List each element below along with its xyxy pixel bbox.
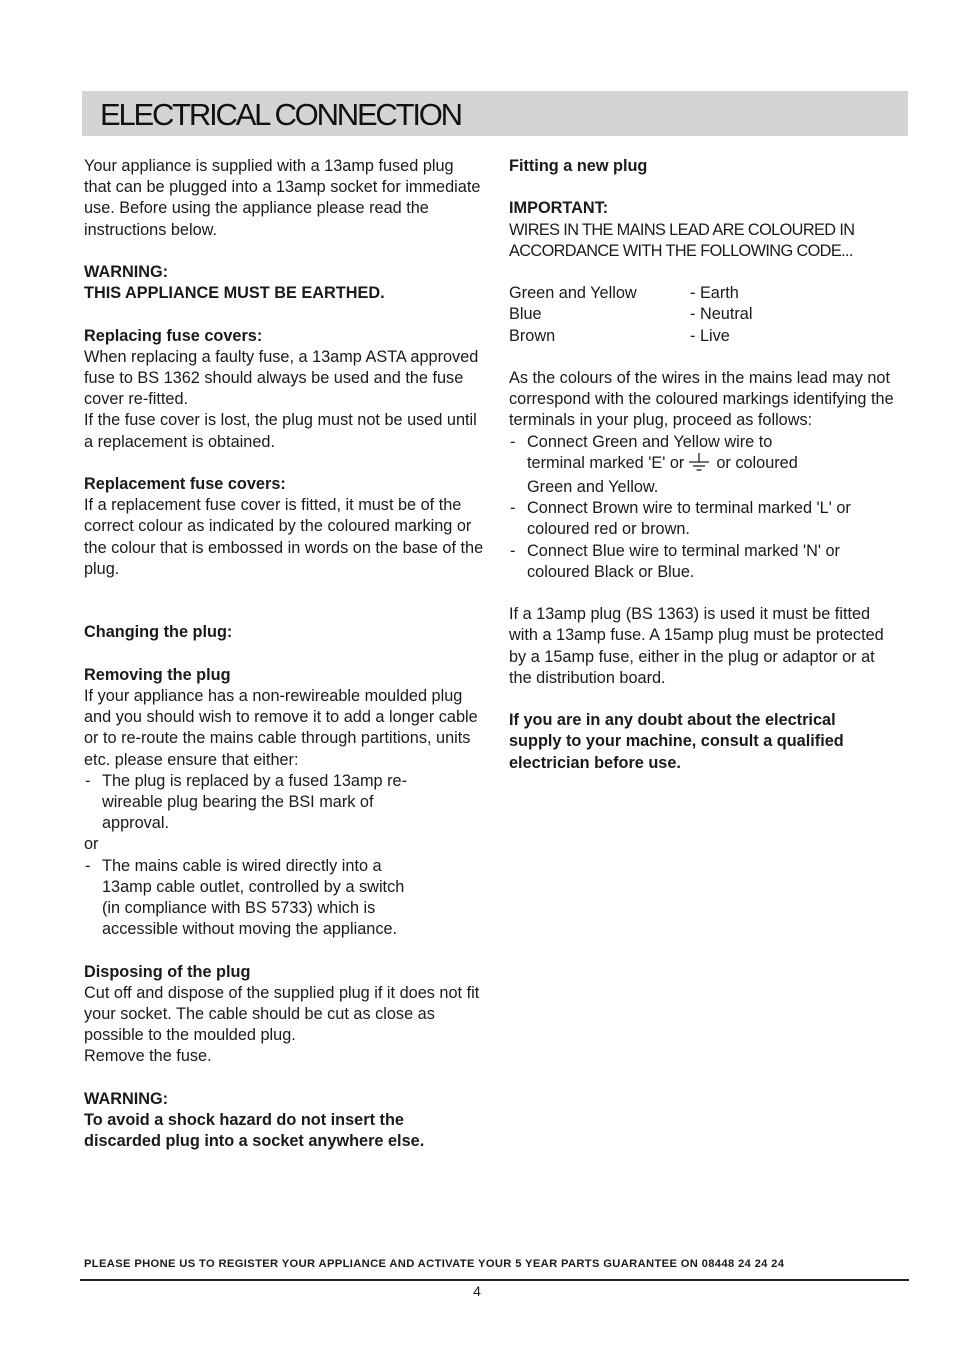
right-column bbox=[509, 156, 894, 774]
important-text: WIRES IN THE MAINS LEAD ARE COLOURED IN ACCORDANCE WITH THE FOLLOWING CODE... bbox=[509, 220, 855, 260]
changing-plug-heading: Changing the plug: bbox=[84, 623, 233, 642]
wire-colour: Blue bbox=[509, 305, 542, 324]
remove-fuse-text: Remove the fuse. bbox=[84, 1047, 212, 1066]
removing-bullet-2: The mains cable is wired directly into a 13amp cable outlet, controlled by a switch (in compliance with BS 5733) which is accessible without moving the appliance. bbox=[102, 856, 405, 939]
fitting-plug-heading: Fitting a new plug bbox=[509, 157, 648, 175]
removing-bullet-1: The plug is replaced by a fused 13amp re-wireable plug bearing the BSI mark of approval. bbox=[102, 771, 407, 833]
footer-divider bbox=[80, 1279, 909, 1281]
title-bar bbox=[82, 91, 908, 136]
intro-text: Your appliance is supplied with a 13amp fused plug that can be plugged into a 13amp socket for immediate use. Before using the appliance please read the instructions below. bbox=[84, 157, 481, 239]
replacing-fuse-covers-heading: Replacing fuse covers: bbox=[84, 326, 263, 345]
list-item: - Connect Green and Yellow wire to terminal marked 'E' or or coloured Green and Yellow. bbox=[510, 432, 798, 496]
replacing-fuse-covers-text: When replacing a faulty fuse, a 13amp ASTA approved fuse to BS 1362 should always be used and the fuse cover re-fitted. bbox=[84, 347, 479, 409]
removing-plug-text: If your appliance has a non-rewireable moulded plug and you should wish to remove it to add a longer cable or to re-route the mains cable through partitions, units etc. please ensure that either: bbox=[84, 687, 478, 769]
fuse-cover-lost-text: If the fuse cover is lost, the plug must not be used until a replacement is obtained. bbox=[84, 411, 477, 451]
earth-icon bbox=[688, 453, 710, 477]
disposing-plug-text: Cut off and dispose of the supplied plug if it does not fit your socket. The cable should be cut as close as possible to the moulded plug. bbox=[84, 983, 480, 1045]
warning-text: THIS APPLIANCE MUST BE EARTHED. bbox=[84, 284, 385, 303]
warning-heading: WARNING: bbox=[84, 263, 169, 281]
doubt-text: If you are in any doubt about the electrical supply to your machine, consult a qualified electrician before use. bbox=[509, 711, 844, 772]
list-item: - Connect Blue wire to terminal marked 'N' or coloured Black or Blue. bbox=[510, 541, 840, 581]
important-heading: IMPORTANT: bbox=[509, 199, 609, 218]
warning-text-2: To avoid a shock hazard do not insert the discarded plug into a socket anywhere else. bbox=[84, 1111, 425, 1151]
wire-meaning: - Live bbox=[690, 326, 730, 345]
bullet-green-yellow-post: or coloured Green and Yellow. bbox=[527, 453, 798, 496]
list-item: - Connect Brown wire to terminal marked 'L' or coloured red or brown. bbox=[510, 499, 851, 539]
list-item: - The mains cable is wired directly into a 13amp cable outlet, controlled by a switch (in compliance with BS 5733) which is accessible without moving the appliance. bbox=[85, 856, 405, 939]
page-title: ELECTRICAL CONNECTION bbox=[100, 97, 461, 132]
warning-heading-2: WARNING: bbox=[84, 1089, 169, 1108]
plug-fuse-text: If a 13amp plug (BS 1363) is used it must be fitted with a 13amp fuse. A 15amp plug must be protected by a 15amp fuse, either in the plug or adaptor or at the distribution board. bbox=[509, 605, 884, 687]
wire-meaning: - Earth bbox=[690, 284, 739, 303]
replacement-fuse-covers-text: If a replacement fuse cover is fitted, it must be of the correct colour as indicated by the coloured marking or the colour that is embossed in words on the base of the plug. bbox=[84, 496, 484, 578]
wire-meaning: - Neutral bbox=[690, 305, 753, 324]
page-number: 4 bbox=[473, 1283, 481, 1299]
disposing-plug-heading: Disposing of the plug bbox=[84, 962, 251, 981]
wire-colour: Green and Yellow bbox=[509, 284, 637, 303]
footer-guarantee-text: PLEASE PHONE US TO REGISTER YOUR APPLIANCE AND ACTIVATE YOUR 5 YEAR PARTS GUARANTEE ON 08448 24 24 24 bbox=[84, 1258, 785, 1270]
left-column bbox=[84, 156, 484, 1152]
removing-plug-heading: Removing the plug bbox=[84, 665, 231, 684]
or-text: or bbox=[84, 835, 99, 854]
bullet-blue: Connect Blue wire to terminal marked 'N' or coloured Black or Blue. bbox=[527, 541, 840, 581]
bullet-brown: Connect Brown wire to terminal marked 'L' or coloured red or brown. bbox=[527, 499, 851, 539]
list-item: - The plug is replaced by a fused 13amp re-wireable plug bearing the BSI mark of approval. bbox=[85, 771, 407, 833]
wire-colour-table bbox=[509, 283, 894, 347]
wire-colour: Brown bbox=[509, 326, 556, 345]
replacement-fuse-covers-heading: Replacement fuse covers: bbox=[84, 475, 286, 493]
bullet-green-yellow-pre: Connect Green and Yellow wire to terminal marked 'E' or bbox=[527, 432, 773, 472]
colours-text: As the colours of the wires in the mains lead may not correspond with the coloured markings identifying the terminals in your plug, proceed as follows: bbox=[509, 368, 894, 430]
